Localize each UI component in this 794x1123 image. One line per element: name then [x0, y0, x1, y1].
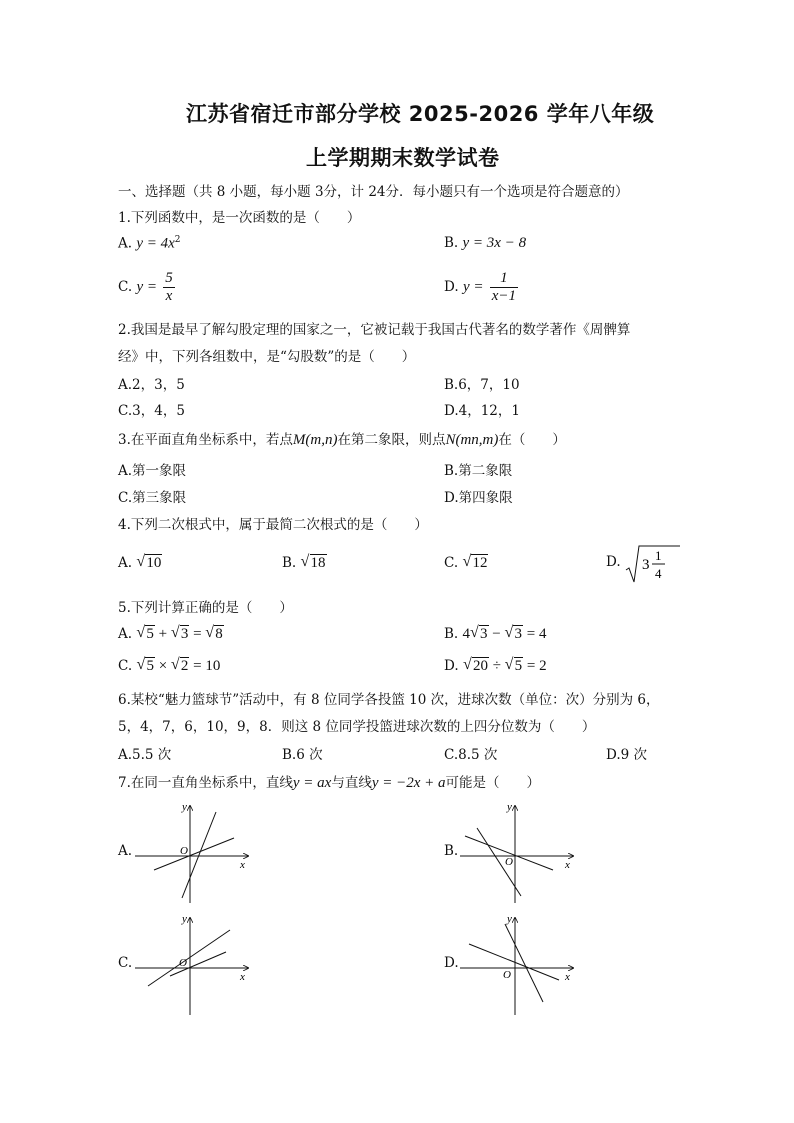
q7-graph-d — [455, 910, 595, 1020]
expression: y = — [136, 279, 157, 295]
stem-text: 在（ ） — [498, 432, 566, 448]
q4-option-a — [118, 555, 162, 572]
square-root: √ 5 — [505, 658, 524, 675]
expression: y = 3x − 8 — [462, 235, 527, 251]
option-label: C. — [118, 658, 133, 674]
square-root: √ 5 — [136, 658, 155, 675]
square-root: √ 8 — [205, 626, 224, 643]
denominator: 4 — [654, 566, 662, 581]
q4-option-d — [606, 544, 681, 584]
option-label: C. — [118, 279, 133, 295]
point-n: N(mn,m) — [445, 432, 499, 448]
stem-text: 3.在平面直角坐标系中，若点 — [118, 432, 293, 448]
title-line-1: 江苏省宿迁市部分学校 2025-2026 学年八年级 — [186, 102, 655, 126]
option-label: A. — [118, 555, 133, 571]
option-label: A. — [118, 626, 133, 642]
option-label: B. — [444, 235, 459, 251]
q5-option-b: B. 4√ 3 − √ 3 = 4 — [444, 626, 546, 643]
square-root: √ 5 — [136, 626, 155, 643]
expression: y = 4x — [136, 235, 175, 252]
q7-option-a-label: A. — [118, 843, 133, 859]
q6-option-b: B.6 次 — [282, 747, 323, 763]
q7-graph-c — [130, 910, 270, 1020]
question-4-stem: 4.下列二次根式中，属于最简二次根式的是（ ） — [118, 517, 428, 533]
title-line-2: 上学期期末数学试卷 — [306, 146, 500, 170]
square-root: √ 20 — [463, 658, 489, 675]
q6-option-d: D.9 次 — [606, 747, 648, 763]
q4-option-c — [444, 555, 488, 572]
q5-option-d: D. √ 20 ÷ √ 5 = 2 — [444, 658, 547, 675]
q4-option-b — [282, 555, 327, 572]
origin-label: O — [179, 957, 187, 969]
q5-option-c: C. √ 5 × √ 2 = 10 — [118, 658, 220, 675]
q2-option-d: D.4，12，1 — [444, 403, 520, 419]
numerator: 1 — [490, 270, 518, 288]
square-root: √ 3 — [504, 626, 523, 643]
whole-part: 3 — [641, 557, 650, 573]
option-label: D. — [606, 554, 621, 570]
section-heading: 一、选择题（共 8 小题，每小题 3分，计 24分．每小题只有一个选项是符合题意的） — [118, 184, 629, 200]
q6-option-c: C.8.5 次 — [444, 747, 498, 763]
x-axis-label: x — [565, 971, 570, 983]
square-root — [462, 555, 488, 572]
point-m: M(m,n) — [292, 432, 338, 448]
radicand: 18 — [310, 555, 326, 571]
numerator: 1 — [654, 548, 662, 563]
q2-option-c: C.3，4，5 — [118, 403, 185, 419]
q7-option-d-label: D. — [444, 955, 459, 971]
question-5-stem: 5.下列计算正确的是（ ） — [118, 600, 293, 616]
fraction — [163, 270, 175, 305]
denominator: x−1 — [491, 288, 517, 304]
q5-option-a: A. √ 5 + √ 3 = √ 8 — [118, 626, 224, 643]
q6-option-a: A.5.5 次 — [118, 747, 172, 763]
square-root: √ 3 — [470, 626, 489, 643]
question-2-stem-line-2: 经》中，下列各组数中，是“勾股数”的是（ ） — [118, 349, 416, 365]
line-1-equation: y = ax — [292, 775, 332, 791]
q7-option-b-label: B. — [444, 843, 459, 859]
square-root — [301, 555, 327, 572]
q7-option-c-label: C. — [118, 955, 133, 971]
q2-option-b: B.6，7，10 — [444, 377, 520, 393]
line-2-equation: y = −2x + a — [371, 775, 446, 791]
q3-option-a: A.第一象限 — [118, 463, 187, 479]
stem-text: 在第二象限，则点 — [337, 432, 446, 448]
q3-option-c: C.第三象限 — [118, 490, 187, 506]
question-6-stem-line-2: 5，4，7，6，10，9，8．则这 8 位同学投篮进球次数的上四分位数为（ ） — [118, 719, 596, 735]
y-axis-label: y — [507, 801, 512, 813]
question-1-stem: 1.下列函数中，是一次函数的是（ ） — [118, 210, 361, 226]
square-root — [136, 555, 162, 572]
mixed-number-root — [625, 544, 681, 584]
x-axis-label: x — [240, 859, 245, 871]
q2-option-a: A.2，3，5 — [118, 377, 185, 393]
numerator: 5 — [165, 270, 173, 286]
stem-text: 与直线 — [331, 775, 372, 791]
q1-option-a — [118, 235, 181, 253]
x-axis-label: x — [240, 971, 245, 983]
option-label: A. — [118, 235, 133, 252]
origin-label: O — [503, 969, 511, 981]
q3-option-d: D.第四象限 — [444, 490, 513, 506]
question-2-stem-line-1: 2.我国是最早了解勾股定理的国家之一，它被记载于我国古代著名的数学著作《周髀算 — [118, 322, 631, 338]
option-label: D. — [444, 279, 459, 295]
q1-option-c — [118, 270, 177, 305]
y-axis-label: y — [507, 913, 512, 925]
radicand: 12 — [472, 555, 488, 571]
q7-graph-a — [130, 798, 270, 908]
option-label: D. — [444, 658, 459, 674]
question-6-stem-line-1: 6.某校“魅力篮球节”活动中，有 8 位同学各投篮 10 次，进球次数（单位：次）分别为 6， — [118, 692, 660, 708]
question-7-stem — [118, 771, 540, 792]
question-3-stem — [118, 428, 566, 449]
q3-option-b: B.第二象限 — [444, 463, 513, 479]
square-root: √ 2 — [171, 658, 190, 675]
option-label: B. — [444, 626, 459, 642]
radicand: 10 — [146, 555, 162, 571]
y-axis-label: y — [182, 913, 187, 925]
y-axis-label: y — [182, 801, 187, 813]
exponent: 2 — [174, 235, 181, 245]
q1-option-b — [444, 235, 526, 252]
x-axis-label: x — [565, 859, 570, 871]
square-root: √ 3 — [171, 626, 190, 643]
stem-text: 7.在同一直角坐标系中，直线 — [118, 775, 293, 791]
fraction — [490, 270, 518, 305]
q1-option-d — [444, 270, 520, 305]
origin-label: O — [180, 845, 188, 857]
expression: y = — [462, 279, 484, 295]
option-label: B. — [282, 555, 297, 571]
denominator: x — [165, 288, 173, 304]
origin-label: O — [505, 856, 513, 868]
option-label: C. — [444, 555, 459, 571]
stem-text: 可能是（ ） — [445, 775, 541, 791]
q7-graph-b — [455, 798, 595, 908]
